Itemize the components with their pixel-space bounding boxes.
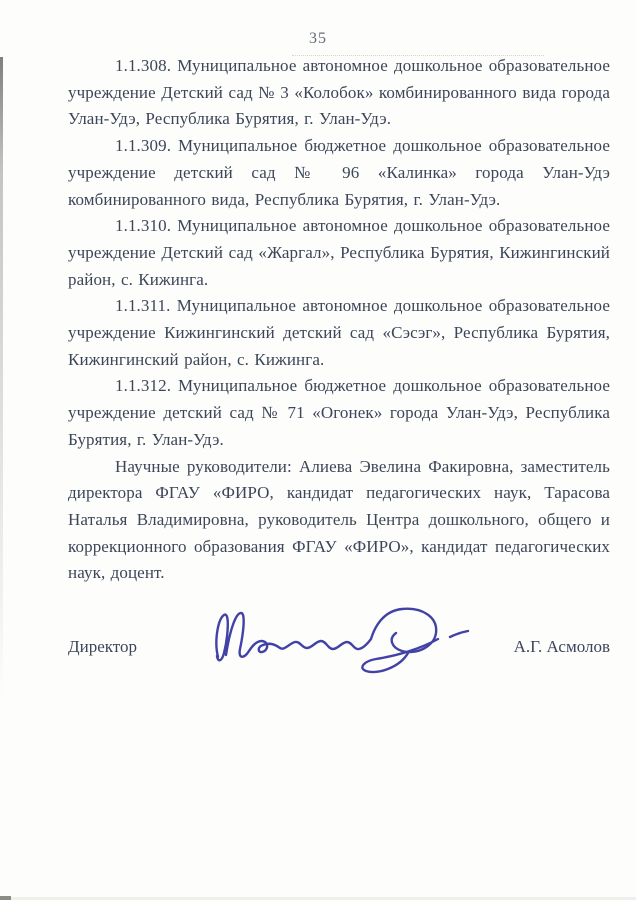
body-paragraph: Научные руководители: Алиева Эвелина Факировна, заместитель директора ФГАУ «ФИРО, кандидат педагогических наук, Тарасова Наталья Владимировна, руководитель Центра дошкольного, общего и коррекционного образования ФГАУ «ФИРО», кандидат педагогических наук, доцент. bbox=[68, 456, 610, 583]
page-number: 35 bbox=[309, 30, 327, 47]
signature-block bbox=[68, 631, 610, 663]
scan-noise-line bbox=[292, 55, 544, 56]
scan-artifact-corner-mark bbox=[0, 896, 11, 900]
signature-stroke-group bbox=[216, 609, 468, 672]
scan-artifact-left-edge bbox=[0, 57, 3, 697]
body-paragraph: 1.1.308. Муниципальное автономное дошкольное образовательное учреждение Детский сад № 3 «Колобок» комбинированного вида города Улан-Удэ, Республика Бурятия, г. Улан-Удэ. bbox=[68, 56, 610, 129]
handwritten-signature-icon bbox=[210, 601, 472, 677]
body-paragraph: 1.1.309. Муниципальное бюджетное дошкольное образовательное учреждение детский сад № 96 «Калинка» города Улан-Удэ комбинированного вида, Республика Бурятия, г. Улан-Удэ. bbox=[68, 136, 610, 209]
document-body bbox=[68, 53, 610, 587]
body-paragraph: 1.1.312. Муниципальное бюджетное дошкольное образовательное учреждение детский сад № 71 «Огонек» города Улан-Удэ, Республика Бурятия, г. Улан-Удэ. bbox=[68, 376, 610, 449]
body-paragraph: 1.1.311. Муниципальное автономное дошкольное образовательное учреждение Кижингинский детский сад «Сэсэг», Республика Бурятия, Кижингинский район, с. Кижинга. bbox=[68, 296, 610, 369]
signer-name: А.Г. Асмолов bbox=[513, 637, 610, 657]
body-paragraph: 1.1.310. Муниципальное автономное дошкольное образовательное учреждение Детский сад «Жаргал», Республика Бурятия, Кижингинский район, с. Кижинга. bbox=[68, 216, 610, 289]
signer-role-label: Директор bbox=[68, 637, 137, 657]
